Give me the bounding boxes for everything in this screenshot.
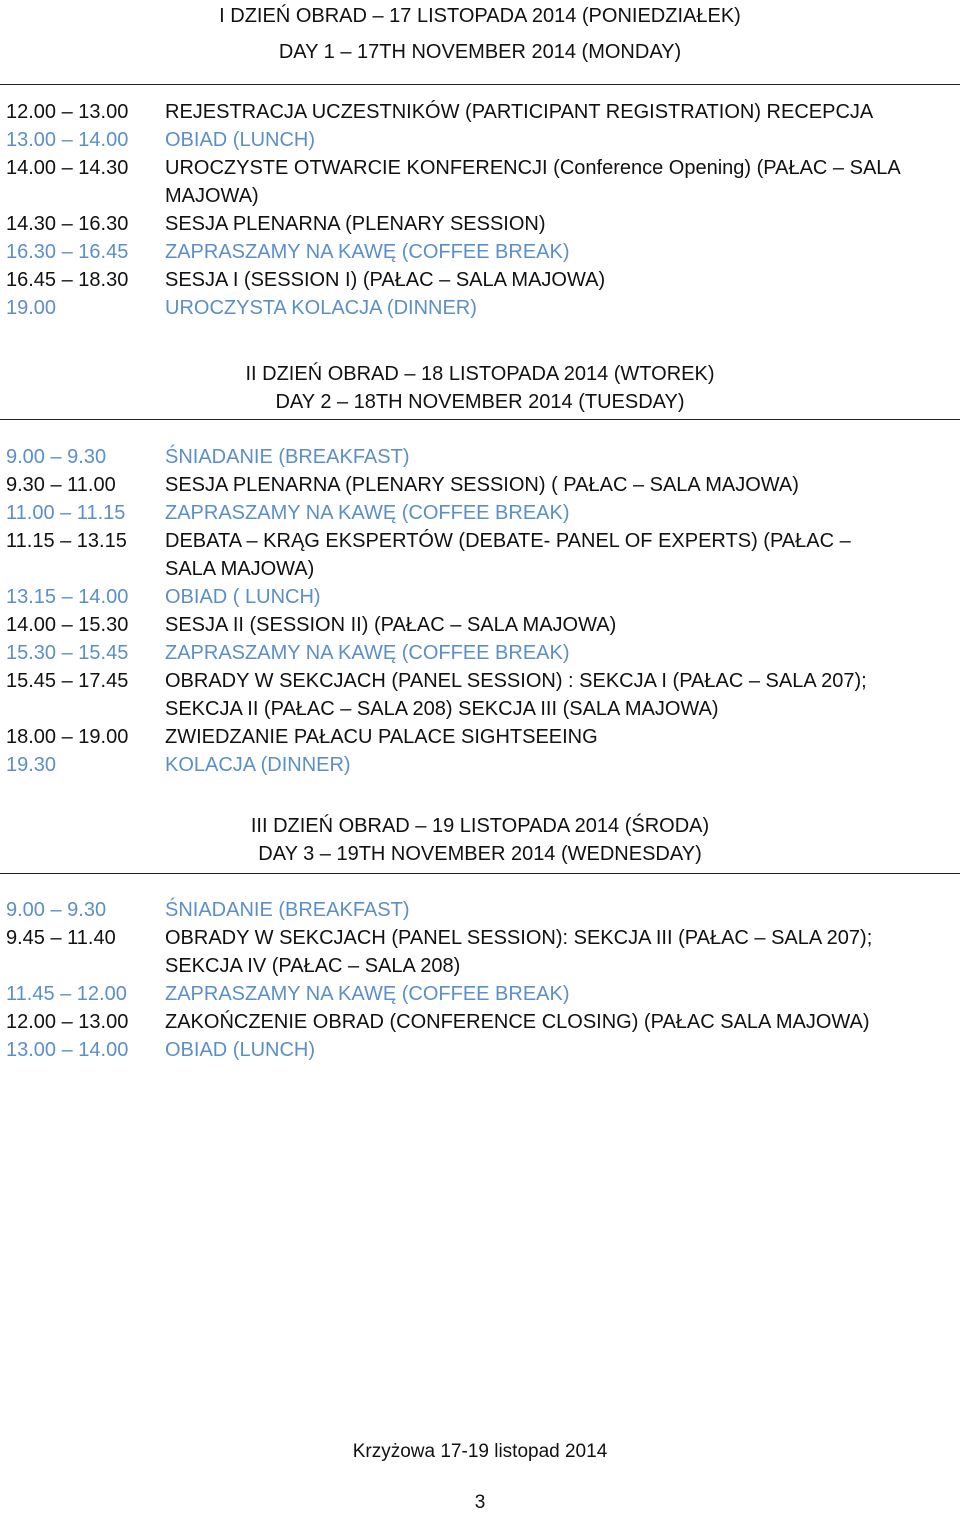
schedule-row [0, 639, 960, 667]
day-3-title-pl: III DZIEŃ OBRAD – 19 LISTOPADA 2014 (ŚRODA) [250, 815, 710, 837]
schedule-row [0, 1036, 960, 1064]
day-2-title-pl: II DZIEŃ OBRAD – 18 LISTOPADA 2014 (WTOREK) [245, 363, 715, 385]
day-1-divider [0, 84, 960, 85]
schedule-row [0, 210, 960, 238]
row-desc: OBIAD (LUNCH) [165, 1039, 316, 1061]
schedule-row [0, 126, 960, 154]
row-desc: ŚNIADANIE (BREAKFAST) [165, 899, 410, 921]
schedule-row [0, 294, 960, 322]
row-desc: KOLACJA (DINNER) [165, 754, 351, 776]
day-2-divider [0, 419, 960, 420]
schedule-row [0, 723, 960, 751]
row-desc: OBIAD ( LUNCH) [165, 586, 321, 608]
row-time: 14.00 – 14.30 [6, 157, 129, 179]
row-desc: SESJA PLENARNA (PLENARY SESSION) [165, 213, 546, 235]
row-desc: SESJA II (SESSION II) (PAŁAC – SALA MAJOWA) [165, 614, 617, 636]
schedule-row [0, 924, 960, 980]
day-3-heading [0, 812, 960, 868]
row-desc: SESJA PLENARNA (PLENARY SESSION) ( PAŁAC – SALA MAJOWA) [165, 474, 799, 496]
schedule-row [0, 154, 960, 210]
row-desc: ZAPRASZAMY NA KAWĘ (COFFEE BREAK) [165, 642, 570, 664]
row-desc: ZWIEDZANIE PAŁACU PALACE SIGHTSEEING [165, 726, 598, 748]
page-number: 3 [474, 1492, 486, 1513]
schedule-row [0, 667, 960, 723]
row-time: 11.15 – 13.15 [6, 530, 127, 552]
day-3-title-en: DAY 3 – 19TH NOVEMBER 2014 (WEDNESDAY) [258, 843, 702, 865]
row-desc: ZAPRASZAMY NA KAWĘ (COFFEE BREAK) [165, 241, 570, 263]
row-desc: UROCZYSTA KOLACJA (DINNER) [165, 297, 477, 319]
row-time: 13.00 – 14.00 [6, 1039, 129, 1061]
row-desc: ŚNIADANIE (BREAKFAST) [165, 446, 410, 468]
day-2-title-en: DAY 2 – 18TH NOVEMBER 2014 (TUESDAY) [275, 391, 685, 413]
schedule-row [0, 527, 960, 583]
day-2-schedule [0, 443, 960, 779]
row-time: 13.15 – 14.00 [6, 586, 129, 608]
schedule-row [0, 751, 960, 779]
day-1-title-pl: I DZIEŃ OBRAD – 17 LISTOPADA 2014 (PONIEDZIAŁEK) [219, 5, 741, 27]
row-time: 14.30 – 16.30 [6, 213, 129, 235]
row-time: 13.00 – 14.00 [6, 129, 129, 151]
row-time: 16.45 – 18.30 [6, 269, 129, 291]
row-desc: REJESTRACJA UCZESTNIKÓW (PARTICIPANT REGISTRATION) RECEPCJA [165, 101, 874, 123]
row-desc: OBIAD (LUNCH) [165, 129, 316, 151]
row-time: 19.30 [6, 754, 57, 776]
schedule-row [0, 266, 960, 294]
row-time: 11.00 – 11.15 [6, 502, 126, 524]
row-time: 9.00 – 9.30 [6, 446, 107, 468]
row-desc: OBRADY W SEKCJACH (PANEL SESSION) : SEKCJA I (PAŁAC – SALA 207); SEKCJA II (PAŁAC – SALA 208) SEKCJA III (SALA MAJOWA) [165, 670, 867, 720]
row-time: 9.45 – 11.40 [6, 927, 116, 949]
schedule-row [0, 896, 960, 924]
row-desc: ZAPRASZAMY NA KAWĘ (COFFEE BREAK) [165, 502, 570, 524]
row-time: 14.00 – 15.30 [6, 614, 129, 636]
row-desc: OBRADY W SEKCJACH (PANEL SESSION): SEKCJA III (PAŁAC – SALA 207); SEKCJA IV (PAŁAC – SALA 208) [165, 927, 873, 977]
row-time: 19.00 [6, 297, 57, 319]
schedule-row [0, 1008, 960, 1036]
schedule-row [0, 98, 960, 126]
schedule-row [0, 611, 960, 639]
row-time: 12.00 – 13.00 [6, 101, 129, 123]
schedule-row [0, 238, 960, 266]
day-1-title-en: DAY 1 – 17TH NOVEMBER 2014 (MONDAY) [278, 41, 682, 63]
row-desc: DEBATA – KRĄG EKSPERTÓW (DEBATE- PANEL OF EXPERTS) (PAŁAC – SALA MAJOWA) [165, 530, 851, 580]
row-time: 9.30 – 11.00 [6, 474, 116, 496]
row-desc: UROCZYSTE OTWARCIE KONFERENCJI (Conference Opening) (PAŁAC – SALA MAJOWA) [165, 157, 900, 207]
day-3-schedule [0, 896, 960, 1064]
schedule-row [0, 583, 960, 611]
row-time: 12.00 – 13.00 [6, 1011, 129, 1033]
row-desc: ZAPRASZAMY NA KAWĘ (COFFEE BREAK) [165, 983, 570, 1005]
row-time: 15.30 – 15.45 [6, 642, 129, 664]
day-1-schedule [0, 98, 960, 322]
row-time: 9.00 – 9.30 [6, 899, 107, 921]
footer-place-date: Krzyżowa 17-19 listopad 2014 [352, 1441, 608, 1462]
schedule-row [0, 471, 960, 499]
row-desc: SESJA I (SESSION I) (PAŁAC – SALA MAJOWA) [165, 269, 606, 291]
schedule-row [0, 980, 960, 1008]
schedule-row [0, 443, 960, 471]
row-time: 16.30 – 16.45 [6, 241, 129, 263]
row-time: 15.45 – 17.45 [6, 670, 129, 692]
row-time: 18.00 – 19.00 [6, 726, 129, 748]
day-2-heading [0, 360, 960, 416]
row-desc: ZAKOŃCZENIE OBRAD (CONFERENCE CLOSING) (PAŁAC SALA MAJOWA) [165, 1011, 870, 1033]
day-3-divider [0, 873, 960, 874]
schedule-row [0, 499, 960, 527]
day-1-heading [0, 2, 960, 66]
row-time: 11.45 – 12.00 [6, 983, 127, 1005]
